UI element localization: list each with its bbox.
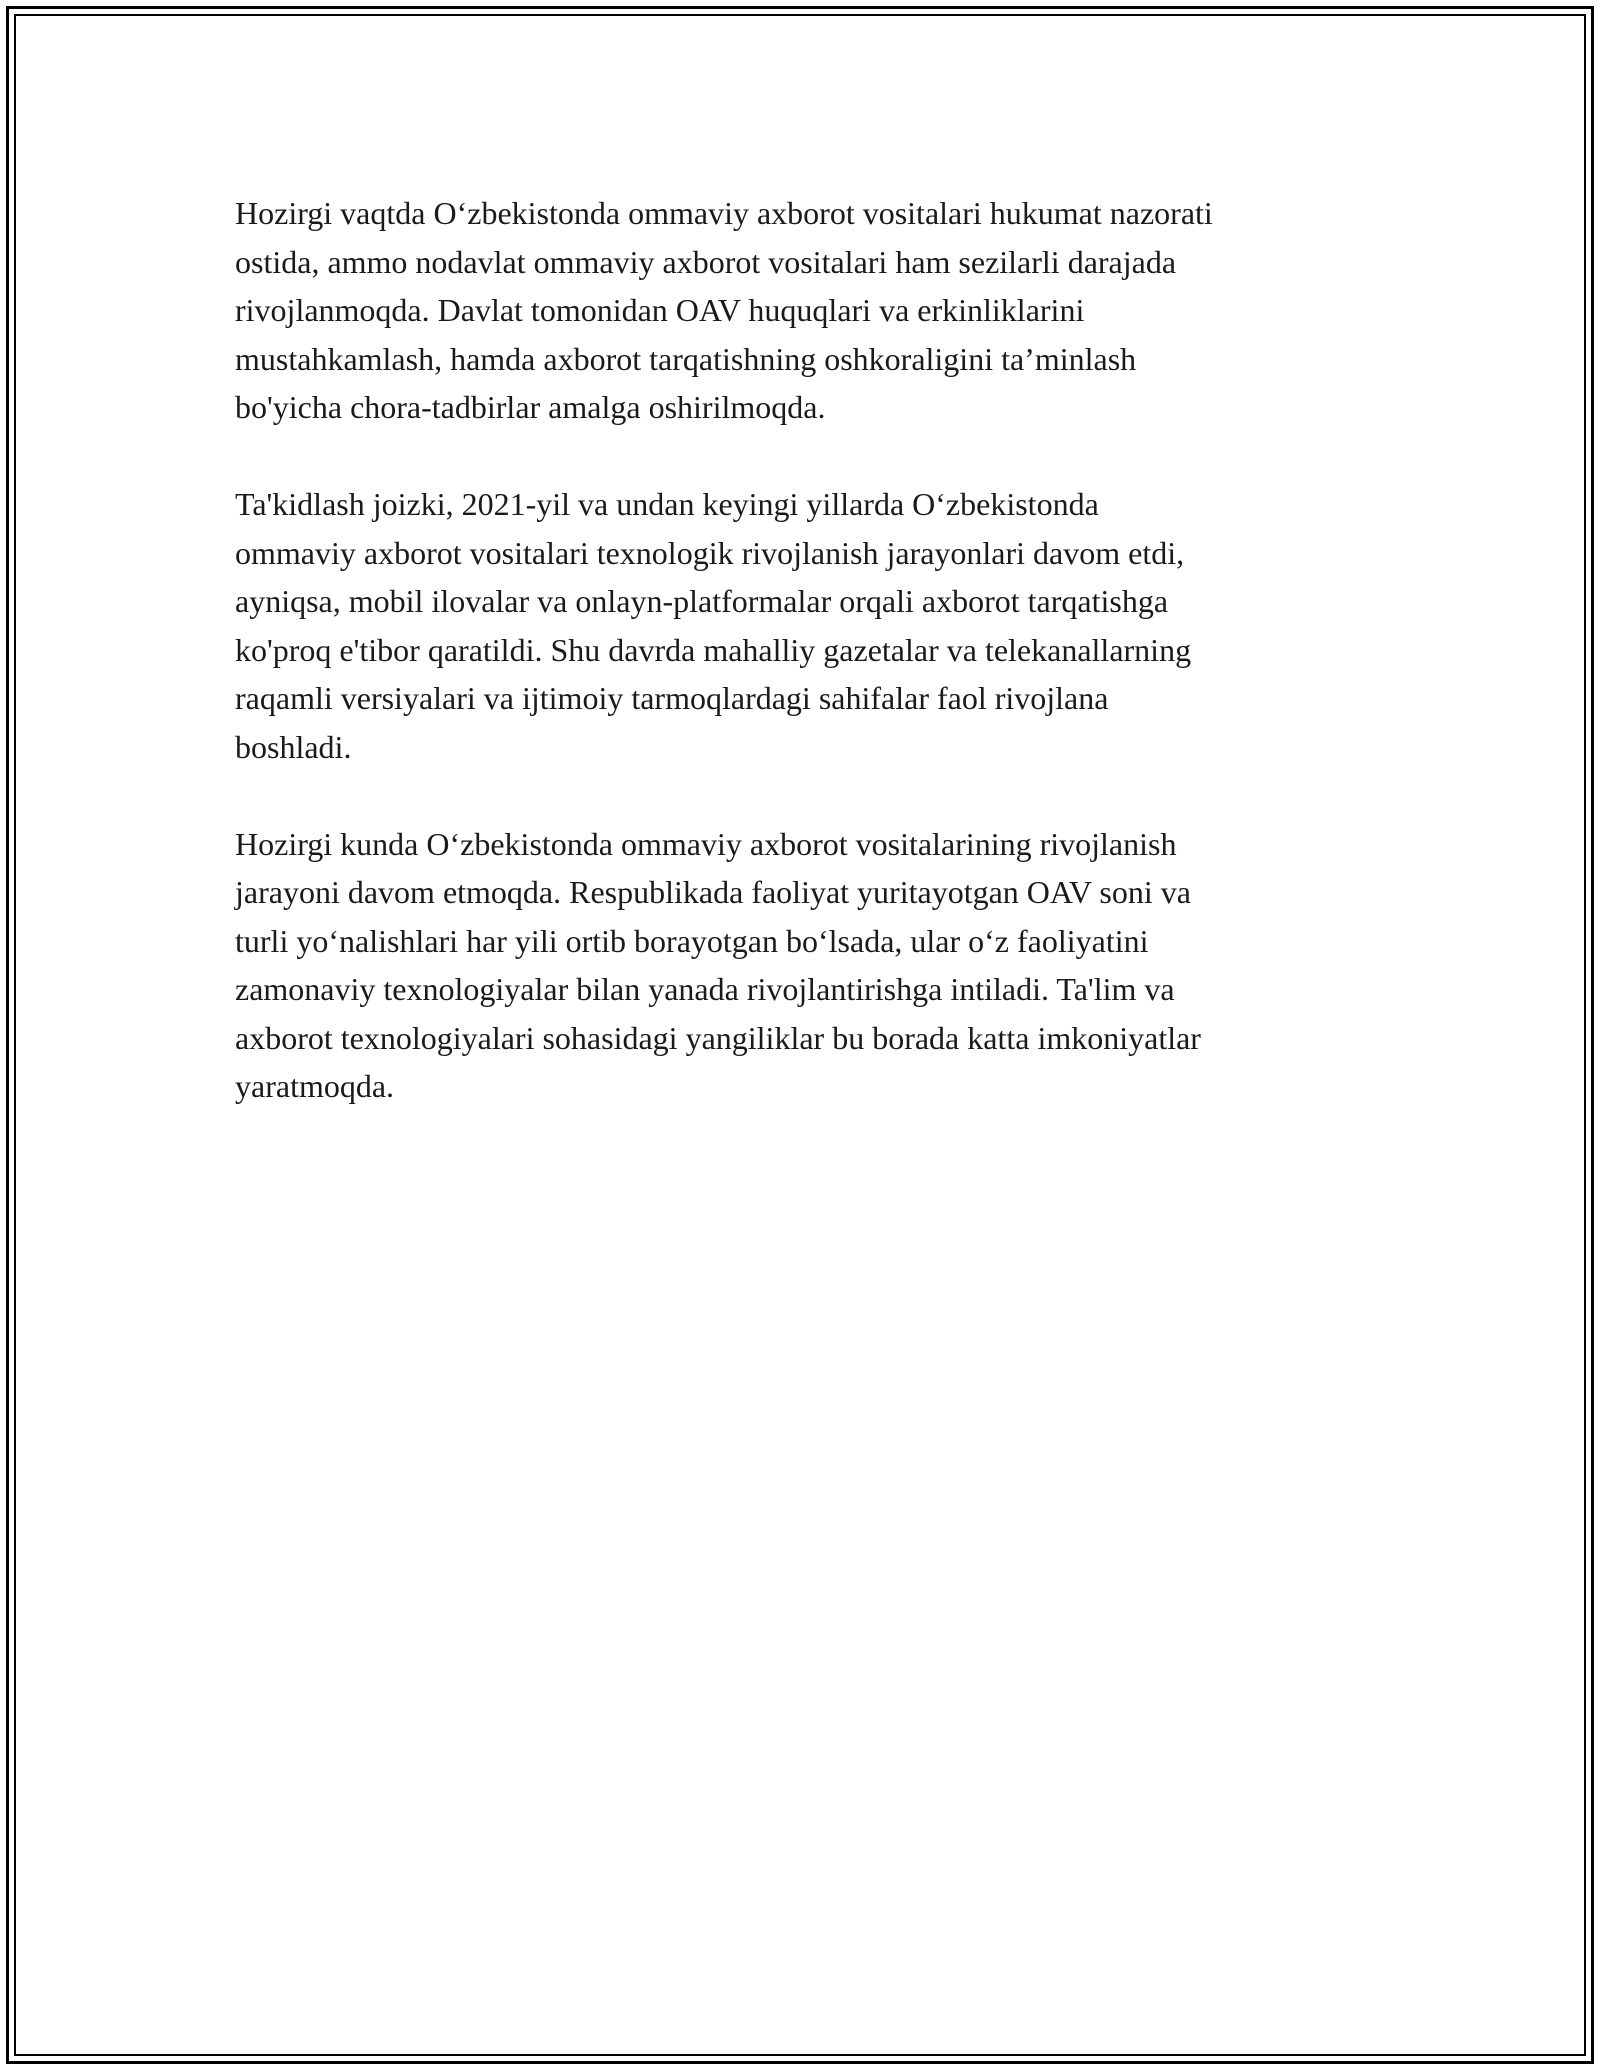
- paragraph-2: Ta'kidlash joizki, 2021-yil va undan keyingi yillarda O‘zbekistonda ommaviy axborot vositalari texnologik rivojlanish jarayonlari davom etdi, ayniqsa, mobil ilovalar va onlayn-platformalar orqali axborot tarqatishga ko'proq e'tibor qaratildi. Shu davrda mahalliy gazetalar va telekanallarning raqamli versiyalari va ijtimoiy tarmoqlardagi sahifalar faol rivojlana boshladi.: [235, 486, 1192, 765]
- paragraph-1: Hozirgi vaqtda O‘zbekistonda ommaviy axborot vositalari hukumat nazorati ostida, ammo nodavlat ommaviy axborot vositalari ham sezilarli darajada rivojlanmoqda. Davlat tomonidan OAV huquqlari va erkinliklarini mustahkamlash, hamda axborot tarqatishning oshkoraligini ta’minlash bo'yicha chora-tadbirlar amalga oshirilmoqda.: [235, 195, 1213, 425]
- document-body: [235, 189, 1375, 1159]
- paragraph-3: Hozirgi kunda O‘zbekistonda ommaviy axborot vositalarining rivojlanish jarayoni davom etmoqda. Respublikada faoliyat yuritayotgan OAV soni va turli yo‘nalishlari har yili ortib borayotgan bo‘lsada, ular o‘z faoliyatini zamonaviy texnologiyalar bilan yanada rivojlantirishga intiladi. Ta'lim va axborot texnologiyalari sohasidagi yangiliklar bu borada katta imkoniyatlar yaratmoqda.: [235, 825, 1201, 1104]
